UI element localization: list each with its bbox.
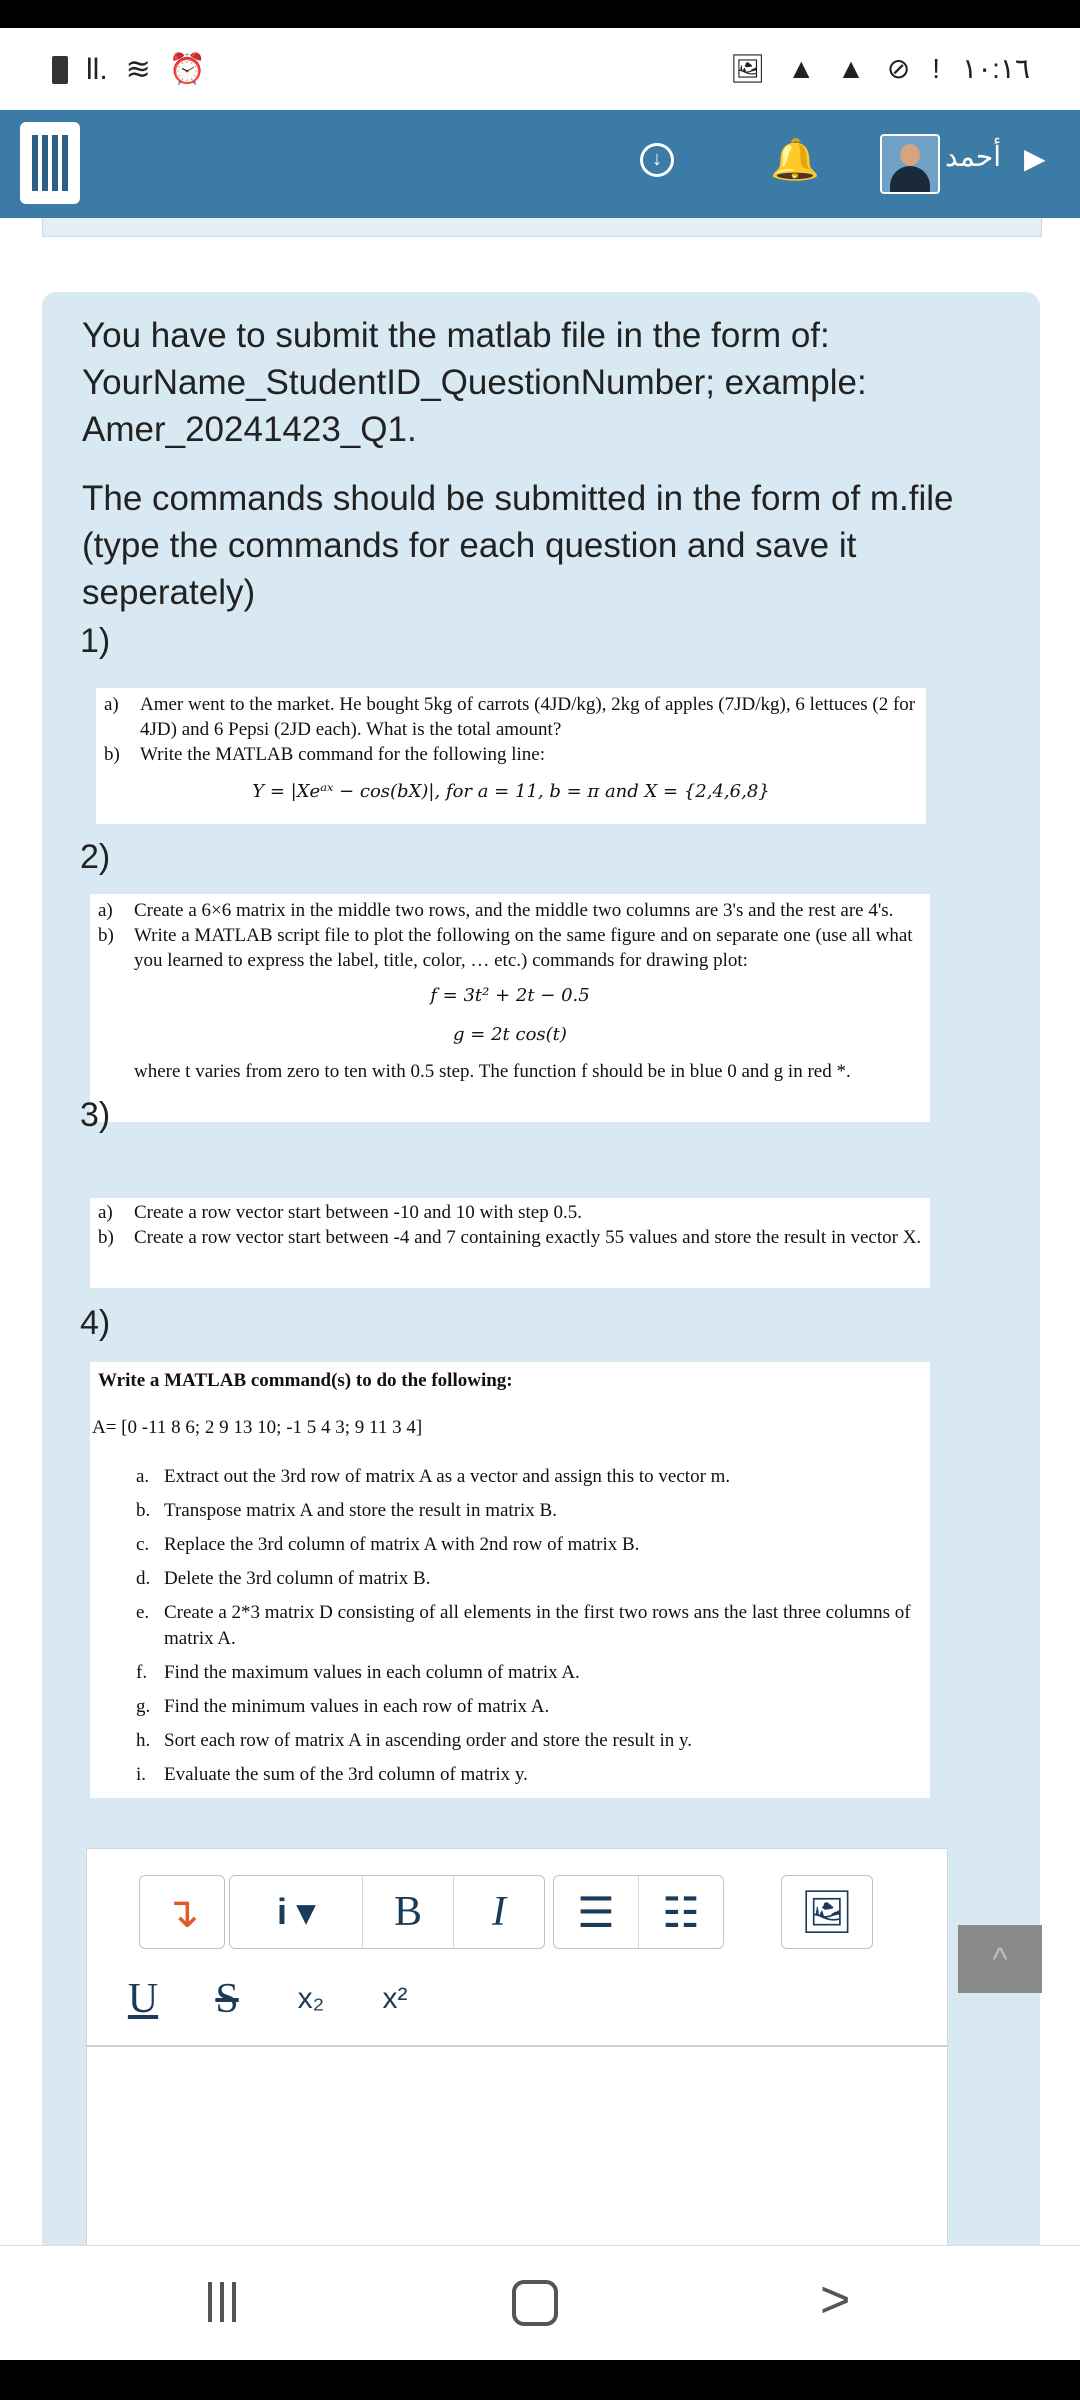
submission-format-text: You have to submit the matlab file in the form of: YourName_StudentID_QuestionNumber; example: Amer_20241423_Q1. bbox=[82, 316, 867, 449]
status-bar bbox=[0, 0, 1080, 110]
app-bar-actions bbox=[640, 136, 820, 183]
q2-a-text: Create a 6×6 matrix in the middle two rows, and the middle two columns are 3's and the rest are 4's. bbox=[134, 900, 894, 921]
app-bar bbox=[0, 110, 1080, 218]
italic-button[interactable]: I bbox=[492, 1889, 506, 1935]
scroll-to-top-button[interactable]: ^ bbox=[958, 1925, 1042, 1993]
q4-matrix: A= [0 -11 8 6; 2 9 13 10; -1 5 4 3; 9 11 3 4] bbox=[92, 1417, 423, 1438]
question-intro bbox=[82, 312, 962, 638]
q2-f-formula: f = 3t² + 2t − 0.5 bbox=[430, 985, 590, 1006]
status-bar-top-edge bbox=[0, 0, 1080, 28]
numbered-list-icon[interactable]: ☷ bbox=[662, 1888, 700, 1936]
question-number-2: 2) bbox=[80, 838, 111, 876]
user-name[interactable]: أحمد bbox=[945, 141, 1001, 172]
q2-note: where t varies from zero to ten with 0.5 step. The function f should be in blue 0 and g in red *. bbox=[134, 1061, 851, 1082]
bell-icon[interactable]: 🔔 bbox=[770, 138, 820, 182]
back-icon[interactable]: > bbox=[820, 2271, 851, 2329]
subscript-button[interactable]: x₂ bbox=[297, 1982, 325, 2015]
battery-icon bbox=[52, 56, 68, 84]
list-item: c. Replace the 3rd column of matrix A with 2nd row of matrix B. bbox=[136, 1534, 640, 1555]
toolbar-group-media bbox=[781, 1875, 873, 1949]
previous-card-edge bbox=[42, 218, 1042, 237]
alarm-icon: ⏰ bbox=[168, 53, 207, 86]
list-item: d. Delete the 3rd column of matrix B. bbox=[136, 1568, 431, 1589]
list-item: a. Extract out the 3rd row of matrix A as a vector and assign this to vector m. bbox=[136, 1466, 731, 1487]
q2-b-text: Write a MATLAB script file to plot the following on the same figure and on separate one (use all what you learned to express the label, title, color, … etc.) commands for drawing plot: bbox=[134, 925, 913, 971]
collapse-toolbar-icon[interactable]: ↴ bbox=[164, 1888, 200, 1936]
status-right-icons bbox=[730, 52, 1030, 85]
toolbar-group-collapse bbox=[139, 1875, 225, 1949]
home-icon[interactable] bbox=[512, 2280, 558, 2326]
toolbar-group-lists bbox=[553, 1875, 724, 1949]
answer-editor[interactable] bbox=[86, 1848, 948, 2270]
question-4-box bbox=[90, 1362, 930, 1798]
menu-icon bbox=[32, 135, 68, 191]
wifi-icon: ≋ bbox=[125, 53, 151, 86]
paragraph-style-button[interactable]: i ▾ bbox=[230, 1876, 363, 1948]
toolbar-divider bbox=[87, 2045, 947, 2047]
list-item: b. Transpose matrix A and store the result in matrix B. bbox=[136, 1500, 557, 1521]
q2-a-label: a) bbox=[98, 900, 113, 921]
download-icon[interactable]: ↓ bbox=[640, 143, 674, 177]
list-item: e. Create a 2*3 matrix D consisting of all elements in the first two rows ans the last three columns of matrix A. bbox=[136, 1602, 911, 1649]
underline-button[interactable]: U bbox=[127, 1976, 159, 2022]
q1-a-label: a) bbox=[104, 694, 119, 715]
alert-notif-icon: ! bbox=[932, 52, 941, 84]
clock-time: ١٠:١٦ bbox=[962, 53, 1030, 84]
link-notif-icon: ⊘ bbox=[886, 53, 911, 84]
q3-a-label: a) bbox=[98, 1202, 113, 1223]
recents-icon[interactable] bbox=[208, 2282, 236, 2322]
user-menu-arrow-icon[interactable]: ▶ bbox=[1024, 143, 1046, 174]
q1-a-text: Amer went to the market. He bought 5kg of carrots (4JD/kg), 2kg of apples (7JD/kg), 6 lettuces (2 for 4JD) and 6 Pepsi (2JD each). What is the total amount? bbox=[140, 694, 916, 740]
submission-commands-text: The commands should be submitted in the form of m.file (type the commands for each question and save it seperately) bbox=[82, 479, 954, 612]
q3-b-text: Create a row vector start between -4 and 7 containing exactly 55 values and store the result in vector X. bbox=[134, 1227, 922, 1248]
question-1-box bbox=[96, 688, 926, 824]
q4-task-list bbox=[98, 1464, 922, 1788]
question-number-1: 1) bbox=[80, 622, 111, 660]
signal-icon: ll. bbox=[86, 52, 108, 86]
superscript-button[interactable]: x² bbox=[382, 1982, 408, 2015]
system-nav-bar bbox=[0, 2245, 1080, 2361]
list-item: g. Find the minimum values in each row of matrix A. bbox=[136, 1696, 550, 1717]
question-3-box bbox=[90, 1198, 930, 1288]
q4-heading: Write a MATLAB command(s) to do the following: bbox=[98, 1370, 513, 1391]
strikethrough-button[interactable]: S bbox=[215, 1976, 239, 2022]
avatar[interactable] bbox=[880, 134, 940, 194]
list-item: h. Sort each row of matrix A in ascending order and store the result in y. bbox=[136, 1730, 692, 1751]
bulleted-list-icon[interactable]: ☰ bbox=[554, 1876, 639, 1948]
q1-b-text: Write the MATLAB command for the following line: bbox=[140, 744, 546, 765]
screen-bottom-edge bbox=[0, 2360, 1080, 2400]
q3-a-text: Create a row vector start between -10 and 10 with step 0.5. bbox=[134, 1202, 582, 1223]
warning-notif-icon: ▲ bbox=[787, 52, 816, 84]
q2-g-formula: g = 2t cos(t) bbox=[453, 1024, 567, 1045]
question-number-4: 4) bbox=[80, 1304, 111, 1342]
list-item: f. Find the maximum values in each column of matrix A. bbox=[136, 1662, 580, 1683]
q1-formula: Y = |Xeᵃˣ − cos(bX)|, for a = 11, b = π and X = {2,4,6,8} bbox=[252, 781, 770, 802]
list-item: i. Evaluate the sum of the 3rd column of matrix y. bbox=[136, 1764, 528, 1785]
warning-notif-icon-2: ▲ bbox=[837, 52, 865, 84]
toolbar-group-format bbox=[87, 1963, 437, 2035]
status-left-icons bbox=[52, 52, 206, 87]
question-number-3: 3) bbox=[80, 1096, 111, 1134]
toolbar-group-text bbox=[229, 1875, 545, 1949]
gallery-notif-icon: 🖼 bbox=[729, 53, 766, 84]
q1-b-label: b) bbox=[104, 744, 120, 765]
image-icon[interactable]: 🖼 bbox=[800, 1887, 854, 1935]
menu-button[interactable] bbox=[20, 122, 80, 204]
question-2-box bbox=[90, 894, 930, 1122]
bold-button[interactable]: B bbox=[363, 1876, 454, 1948]
q2-b-label: b) bbox=[98, 925, 114, 946]
q3-b-label: b) bbox=[98, 1227, 114, 1248]
